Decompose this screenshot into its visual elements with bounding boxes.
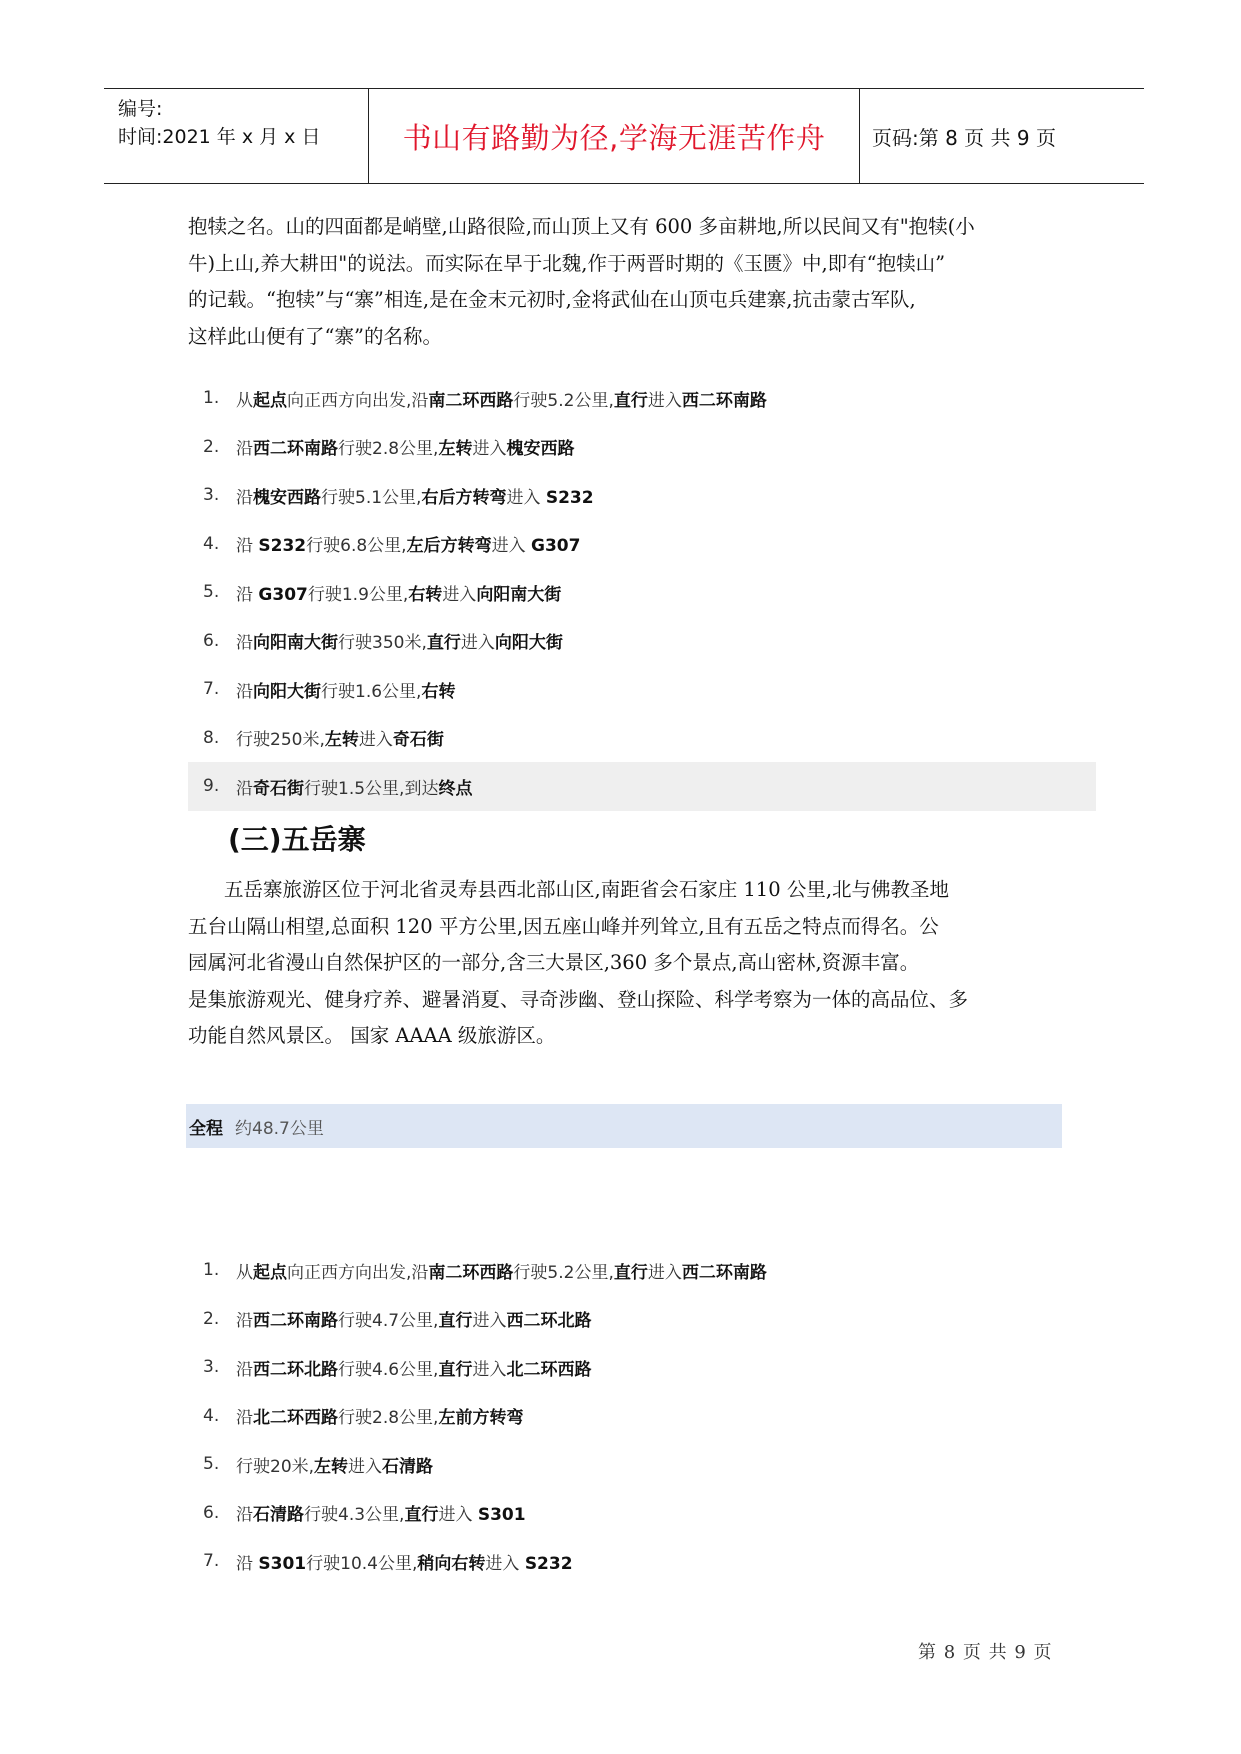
route-step — [188, 520, 1096, 569]
text-line: 五台山隔山相望,总面积 120 平方公里,因五座山峰并列耸立,且有五岳之特点而得名。公 — [188, 914, 939, 938]
step-fragment: 进入 — [472, 439, 507, 460]
step-number: 6. — [203, 1502, 220, 1523]
total-distance-bar — [186, 1104, 1062, 1148]
text-line: 牛)上山,养大耕田"的说法。而实际在早于北魏,作于两晋时期的《玉匮》中,即有“抱犊山” — [188, 251, 946, 275]
step-number: 1. — [203, 1260, 220, 1281]
step-number: 5. — [203, 582, 220, 603]
step-fragment: 进入 — [358, 730, 393, 751]
route-step — [188, 1440, 1096, 1489]
step-fragment: 行驶4.7公里, — [338, 1311, 439, 1332]
step-number: 4. — [203, 533, 220, 554]
step-fragment: 从 — [236, 390, 253, 411]
step-keyword: 向阳大街 — [494, 633, 563, 654]
total-value: 约48.7公里 — [235, 1118, 324, 1139]
route-step — [188, 1489, 1096, 1538]
step-keyword: 左转 — [324, 730, 359, 751]
step-fragment: 进入 — [442, 584, 477, 605]
step-keyword: 石清路 — [253, 1505, 304, 1526]
step-text — [236, 1306, 591, 1331]
step-number: 2. — [203, 436, 220, 457]
step-keyword: 直行 — [404, 1505, 439, 1526]
route-steps-baoduzhai — [188, 374, 1096, 811]
route-step — [188, 617, 1096, 666]
text-line: 这样此山便有了“寨”的名称。 — [188, 324, 442, 348]
step-keyword: 直行 — [438, 1311, 473, 1332]
route-step — [188, 714, 1096, 763]
route-step — [188, 1246, 1096, 1295]
step-fragment: 进入 — [438, 1505, 478, 1526]
step-keyword: 西二环南路 — [681, 390, 767, 411]
step-text — [236, 1549, 573, 1574]
step-keyword: 右后方转弯 — [421, 487, 507, 508]
step-fragment: 行驶5.1公里, — [321, 487, 422, 508]
route-step — [188, 1343, 1096, 1392]
step-fragment: 沿 — [236, 487, 253, 508]
step-text — [236, 483, 594, 508]
step-number: 9. — [203, 776, 220, 797]
step-keyword: 西二环北路 — [506, 1311, 592, 1332]
page-header — [104, 88, 1144, 184]
step-fragment: 从 — [236, 1262, 253, 1283]
step-keyword: 起点 — [253, 1262, 287, 1283]
step-keyword: 左后方转弯 — [406, 536, 492, 557]
step-keyword: 左转 — [314, 1456, 349, 1477]
step-fragment: 行驶4.6公里, — [338, 1359, 439, 1380]
step-fragment: 进入 — [472, 1311, 507, 1332]
step-keyword: 槐安西路 — [253, 487, 321, 508]
step-keyword: 直行 — [438, 1359, 473, 1380]
step-keyword: G307 — [531, 536, 581, 557]
step-text — [236, 580, 561, 605]
step-keyword: S232 — [524, 1553, 573, 1574]
step-fragment: 沿 — [236, 1505, 253, 1526]
step-fragment: 沿 — [236, 1359, 253, 1380]
step-fragment: 行驶6.8公里, — [306, 536, 407, 557]
step-keyword: 左前方转弯 — [438, 1408, 524, 1429]
step-fragment: 行驶1.5公里,到达 — [304, 778, 439, 799]
text-line: 功能自然风景区。 国家 AAAA 级旅游区。 — [188, 1024, 556, 1047]
step-keyword: 西二环南路 — [253, 439, 338, 460]
step-keyword: 奇石街 — [253, 778, 304, 799]
step-number: 2. — [203, 1308, 220, 1329]
step-number: 7. — [203, 679, 220, 700]
step-keyword: 右转 — [421, 681, 456, 702]
step-number: 6. — [203, 630, 220, 651]
step-keyword: 右转 — [408, 584, 443, 605]
step-fragment: 行驶350米, — [338, 633, 427, 654]
step-text — [236, 386, 767, 411]
step-keyword: 北二环西路 — [506, 1359, 592, 1380]
step-number: 8. — [203, 727, 220, 748]
step-keyword: S301 — [258, 1553, 307, 1574]
route-steps-wuyuezhai — [188, 1246, 1096, 1586]
step-fragment: 行驶5.2公里, — [513, 1262, 614, 1283]
step-fragment: 行驶2.8公里, — [338, 439, 439, 460]
step-keyword: S232 — [258, 536, 307, 557]
step-text — [236, 628, 563, 653]
intro-paragraph — [188, 209, 1068, 355]
step-keyword: 左转 — [438, 439, 473, 460]
step-fragment: 沿 — [236, 1553, 259, 1574]
step-keyword: 直行 — [426, 633, 461, 654]
route-step — [188, 568, 1096, 617]
step-fragment: 进入 — [348, 1456, 383, 1477]
step-text — [236, 531, 580, 556]
step-keyword: 奇石街 — [392, 730, 444, 751]
step-fragment: 进入 — [485, 1553, 525, 1574]
header-motto: 书山有路勤为径,学海无涯苦作舟 — [369, 89, 860, 183]
step-number: 3. — [203, 1357, 220, 1378]
step-keyword: G307 — [258, 584, 308, 605]
step-number: 5. — [203, 1454, 220, 1475]
step-keyword: 西二环南路 — [681, 1262, 767, 1283]
text-line: 是集旅游观光、健身疗养、避暑消夏、寻奇涉幽、登山探险、科学考察为一体的高品位、多 — [188, 987, 969, 1011]
step-fragment: 沿 — [236, 439, 253, 460]
step-keyword: 西二环北路 — [253, 1359, 338, 1380]
step-text — [236, 1355, 591, 1380]
step-fragment: 沿 — [236, 1408, 253, 1429]
step-keyword: 直行 — [613, 1262, 648, 1283]
route-step — [188, 374, 1096, 423]
step-fragment: 进入 — [647, 390, 682, 411]
step-text — [236, 677, 455, 702]
time-label: 时间:2021 年 x 月 x 日 — [118, 126, 321, 148]
step-keyword: 向阳南大街 — [253, 633, 338, 654]
step-fragment: 进入 — [506, 487, 546, 508]
step-text — [236, 725, 444, 750]
step-keyword: 石清路 — [382, 1456, 434, 1477]
step-keyword: 南二环西路 — [428, 1262, 514, 1283]
step-fragment: 行驶2.8公里, — [338, 1408, 439, 1429]
step-fragment: 行驶5.2公里, — [513, 390, 614, 411]
step-text — [236, 1258, 767, 1283]
step-fragment: 向正西方向出发,沿 — [287, 1262, 429, 1283]
step-fragment: 行驶1.9公里, — [307, 584, 409, 605]
step-keyword: 南二环西路 — [428, 390, 514, 411]
step-fragment: 沿 — [236, 584, 259, 605]
step-fragment: 行驶20米, — [236, 1456, 315, 1477]
step-number: 3. — [203, 485, 220, 506]
route-step — [188, 665, 1096, 714]
step-text — [236, 774, 472, 799]
text-line: 五岳寨旅游区位于河北省灵寿县西北部山区,南距省会石家庄 110 公里,北与佛教圣地 — [224, 878, 950, 901]
section-title: (三)五岳寨 — [228, 823, 366, 856]
step-keyword: 稍向右转 — [417, 1553, 486, 1574]
step-keyword: S301 — [477, 1505, 526, 1526]
step-fragment: 行驶1.6公里, — [321, 681, 422, 702]
header-page-code: 页码:第 8 页 共 9 页 — [872, 125, 1056, 150]
route-step — [188, 1537, 1096, 1586]
step-number: 7. — [203, 1551, 220, 1572]
step-fragment: 沿 — [236, 536, 259, 557]
step-keyword: 向阳大街 — [253, 681, 321, 702]
text-line: 抱犊之名。山的四面都是峭壁,山路很险,而山顶上又有 600 多亩耕地,所以民间又有"抱犊(小 — [188, 215, 975, 238]
step-keyword: 直行 — [613, 390, 648, 411]
step-number: 1. — [203, 388, 220, 409]
number-label: 编号: — [118, 98, 163, 120]
step-text — [236, 1452, 433, 1477]
step-keyword: 北二环西路 — [253, 1408, 338, 1429]
wuyue-paragraph — [188, 872, 1068, 1055]
route-step — [188, 471, 1096, 520]
step-keyword: 槐安西路 — [506, 439, 575, 460]
total-label: 全程 — [189, 1118, 223, 1139]
header-meta — [104, 89, 369, 183]
route-step — [188, 1392, 1096, 1441]
step-keyword: 西二环南路 — [253, 1311, 338, 1332]
step-fragment: 行驶4.3公里, — [304, 1505, 405, 1526]
step-number: 4. — [203, 1405, 220, 1426]
step-keyword: 向阳南大街 — [476, 584, 562, 605]
step-fragment: 进入 — [647, 1262, 682, 1283]
step-fragment: 向正西方向出发,沿 — [287, 390, 429, 411]
page-footer: 第 8 页 共 9 页 — [918, 1642, 1053, 1663]
step-fragment: 行驶10.4公里, — [306, 1553, 418, 1574]
step-keyword: S232 — [545, 487, 594, 508]
step-fragment: 沿 — [236, 1311, 253, 1332]
text-line: 的记载。“抱犊”与“寨”相连,是在金末元初时,金将武仙在山顶屯兵建寨,抗击蒙古军队, — [188, 288, 916, 311]
route-step — [188, 762, 1096, 811]
route-step — [188, 423, 1096, 472]
text-line: 园属河北省漫山自然保护区的一部分,含三大景区,360 多个景点,高山密林,资源丰富。 — [188, 951, 920, 974]
step-text — [236, 1500, 526, 1525]
step-fragment: 沿 — [236, 633, 253, 654]
step-fragment: 沿 — [236, 778, 253, 799]
step-fragment: 沿 — [236, 681, 253, 702]
step-fragment: 行驶250米, — [236, 730, 325, 751]
step-keyword: 起点 — [253, 390, 287, 411]
route-step — [188, 1295, 1096, 1344]
step-fragment: 进入 — [472, 1359, 507, 1380]
step-fragment: 进入 — [460, 633, 495, 654]
step-text — [236, 434, 574, 459]
step-text — [236, 1403, 523, 1428]
step-keyword: 终点 — [438, 778, 473, 799]
step-fragment: 进入 — [491, 536, 531, 557]
